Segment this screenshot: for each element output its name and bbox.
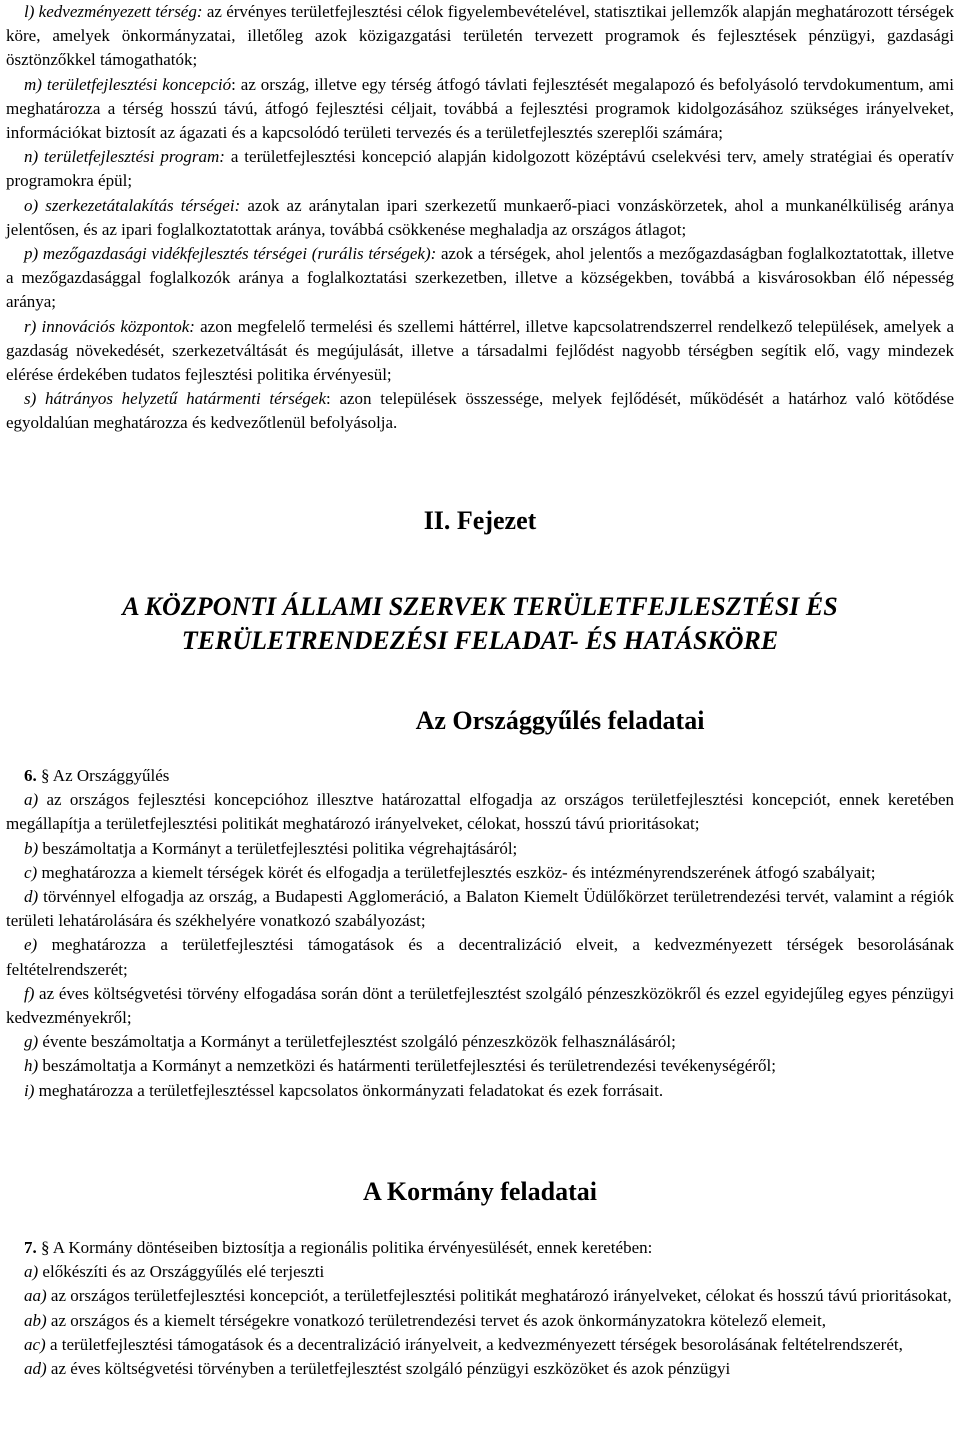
section-government-body	[6, 1236, 954, 1381]
item-text: évente beszámoltatja a Kormányt a területfejlesztést szolgáló pénzeszközök felhasználásáról;	[38, 1032, 676, 1052]
definition-text: : az ország, illetve egy térség átfogó távlati fejlesztését megalapozó és befolyásoló tervdokumentum, ami meghatározza a térség hosszú távú, átfogó fejlesztési céljait, továbbá a fejlesztési programok kidolgozásához szükséges irányelveket, információkat biztosít az ágazati és a kapcsolódó területi tervezés és a területfejlesztés szereplői számára;	[6, 74, 954, 143]
item-label: a)	[24, 790, 39, 810]
item-text: az éves költségvetési törvény elfogadása során dönt a területfejlesztést szolgáló pénzeszközökről és ezzel egyidejűleg egyes pénzügyi kedvezményekről;	[6, 983, 954, 1028]
item-text: beszámoltatja a Kormányt a nemzetközi és határmenti területfejlesztési és területrendezési tevékenységéről;	[38, 1056, 776, 1076]
definition-m	[6, 73, 954, 146]
list-item	[6, 788, 954, 836]
definition-text: az érvényes területfejlesztési célok figyelembevételével, statisztikai jellemzők alapján meghatározott térségek köre, amelyek önkormányzatai, illetőleg azok közigazgatási területén tervezett programok és fejlesztések pénzügyi, gazdasági ösztönzőkkel támogathatók;	[6, 2, 954, 70]
list-item	[6, 1284, 954, 1308]
list-item	[6, 982, 954, 1030]
item-label: f)	[24, 983, 35, 1003]
section-7-lead	[6, 1236, 954, 1260]
item-text: beszámoltatja a Kormányt a területfejlesztési politika végrehajtásáról;	[38, 838, 518, 858]
section-number: 6.	[24, 766, 37, 785]
section-number: 7.	[24, 1238, 37, 1257]
item-text: az országos fejlesztési koncepcióhoz illesztve határozattal elfogadja az országos területfejlesztési koncepciót, ennek keretében megállapítja a területfejlesztési politikát meghatározó irányelveket, célokat, hosszú távú prioritásokat;	[6, 790, 954, 834]
chapter-title: A KÖZPONTI ÁLLAMI SZERVEK TERÜLETFEJLESZTÉSI ÉS TERÜLETRENDEZÉSI FELADAT- ÉS HATÁSKÖRE	[122, 592, 838, 655]
chapter-number: II. Fejezet	[423, 506, 537, 535]
item-label: i)	[24, 1080, 35, 1100]
item-label: d)	[24, 887, 39, 907]
definition-text: : azon települések összessége, melyek fejlődését, működését a határhoz való kötődése egyoldalúan meghatározza és kedvezőtlenül befolyásolja.	[6, 389, 955, 433]
definition-label: p) mezőgazdasági vidékfejlesztés térségei (rurális térségek):	[24, 244, 437, 264]
definition-label: n) területfejlesztési program:	[24, 147, 225, 167]
list-item	[6, 1357, 954, 1381]
section-title-parliament: Az Országgyűlés feladatai	[415, 706, 705, 735]
definition-o	[6, 194, 954, 242]
list-item	[6, 1309, 954, 1333]
item-text: az országos területfejlesztési koncepciót, a területfejlesztési politikát meghatározó irányelveket, célokat és hosszú távú prioritásokat,	[46, 1286, 952, 1306]
section-lead-text: A Kormány döntéseiben biztosítja a regionális politika érvényesülését, ennek keretében:	[49, 1238, 653, 1257]
definition-label: m) területfejlesztési koncepció	[24, 74, 232, 94]
definition-text: azok a térségek, ahol jelentős a mezőgazdaságban foglalkoztatottak, illetve a mezőgazdasággal foglalkozók aránya a foglalkoztatási szerkezetben, illetve a községekben, továbbá a kisvárosokban élő népesség aránya;	[6, 244, 954, 312]
item-text: meghatározza a területfejlesztéssel kapcsolatos önkormányzati feladatokat és ezek forrásait.	[34, 1080, 664, 1100]
item-text: az országos és a kiemelt térségekre vonatkozó területrendezési tervet és azok önkormányzatokra kötelező elemeit,	[46, 1310, 826, 1330]
section-title-government: A Kormány feladatai	[363, 1177, 597, 1206]
item-label: h)	[24, 1056, 39, 1076]
item-text: törvénnyel elfogadja az ország, a Budapesti Agglomeráció, a Balaton Kiemelt Üdülőkörzet területrendezési tervét, valamint a régiók területi lehatárolására és székhelyére vonatkozó szabályozást;	[6, 887, 954, 931]
item-label: ab)	[24, 1310, 47, 1330]
definitions-block	[6, 0, 954, 436]
section-lead-text: Az Országgyűlés	[49, 766, 170, 785]
definition-l	[6, 0, 954, 73]
list-item	[6, 1030, 954, 1054]
item-label: c)	[24, 862, 38, 882]
list-item	[6, 1260, 954, 1284]
definition-label: o) szerkezetátalakítás térségei:	[24, 195, 241, 215]
item-label: a)	[24, 1262, 39, 1282]
list-item	[6, 861, 954, 885]
definition-label: r) innovációs központok:	[24, 316, 195, 336]
definition-r	[6, 315, 954, 388]
item-label: b)	[24, 838, 39, 858]
definition-label: l) kedvezményezett térség:	[24, 2, 203, 21]
list-item	[6, 837, 954, 861]
item-label: ac)	[24, 1334, 46, 1354]
paragraph-mark: §	[41, 1238, 50, 1257]
section-parliament-body	[6, 764, 954, 1103]
item-text: meghatározza a területfejlesztési támogatások és a decentralizáció elveit, a kedvezményezett térségek besorolásának feltételrendszerét;	[6, 935, 954, 979]
list-item	[6, 1333, 954, 1357]
list-item	[6, 1054, 954, 1078]
item-label: g)	[24, 1032, 39, 1052]
item-text: az éves költségvetési törvényben a területfejlesztést szolgáló pénzügyi eszközöket és azok pénzügyi	[46, 1359, 731, 1379]
list-item	[6, 885, 954, 933]
paragraph-mark: §	[41, 766, 50, 785]
definition-s	[6, 387, 954, 435]
item-label: ad)	[24, 1359, 47, 1379]
item-text: a területfejlesztési támogatások és a decentralizáció irányelveit, a kedvezményezett térségek besorolásának feltételrendszerét,	[45, 1334, 903, 1354]
list-item	[6, 933, 954, 981]
definition-text: azok az aránytalan ipari szerkezetű munkaerő-piaci vonzáskörzetek, ahol a munkanélküliség aránya jelentősen, és az ipari foglalkoztatottak aránya, továbbá csökkenése meghaladja az országos átlagot;	[6, 195, 954, 239]
definition-n	[6, 145, 954, 193]
item-text: előkészíti és az Országgyűlés elé terjeszti	[38, 1262, 325, 1282]
definition-text: azon megfelelő termelési és szellemi háttérrel, illetve kapcsolatrendszerrel rendelkező települések, amelyek a gazdaság növekedését, szerkezetváltását és megújulását, illetve a társadalmi fejlődést nagyobb térségben segítik elő, vagy mindezek elérése érdekében tudatos fejlesztési politika érvényesül;	[6, 316, 954, 385]
item-label: e)	[24, 935, 38, 955]
list-item	[6, 1079, 954, 1103]
section-6-lead	[6, 764, 954, 788]
definition-p	[6, 242, 954, 315]
item-text: meghatározza a kiemelt térségek körét és elfogadja a területfejlesztés eszköz- és intézményrendszerének átfogó szabályait;	[37, 862, 876, 882]
definition-text: a területfejlesztési koncepció alapján kidolgozott középtávú cselekvési terv, amely stratégiai és operatív programokra épül;	[6, 147, 954, 191]
item-label: aa)	[24, 1286, 47, 1306]
definition-label: s) hátrányos helyzetű határmenti térségek	[24, 389, 327, 409]
